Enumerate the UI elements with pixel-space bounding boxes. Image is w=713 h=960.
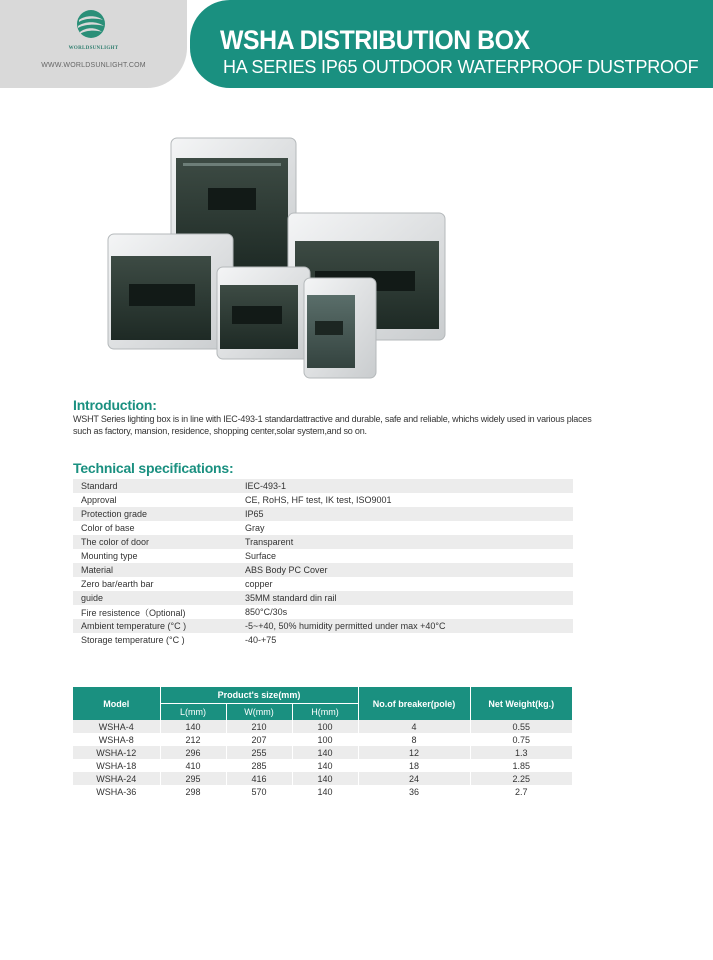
cell-h: 100 bbox=[292, 733, 358, 746]
header-weight: Net Weight(kg.) bbox=[470, 687, 572, 720]
website-url[interactable]: WWW.WORLDSUNLIGHT.COM bbox=[41, 62, 146, 69]
spec-row bbox=[73, 577, 573, 591]
spec-value: CE, RoHS, HF test, IK test, ISO9001 bbox=[245, 495, 392, 505]
spec-value: IP65 bbox=[245, 509, 264, 519]
header-h: H(mm) bbox=[292, 703, 358, 720]
cell-l: 296 bbox=[160, 746, 226, 759]
spec-label: Zero bar/earth bar bbox=[81, 579, 154, 589]
spec-label: Fire resistence（Optional) bbox=[81, 607, 186, 618]
cell-l: 140 bbox=[160, 720, 226, 733]
spec-label: Ambient temperature (°C ) bbox=[81, 621, 187, 631]
cell-breaker: 12 bbox=[358, 746, 470, 759]
cell-w: 210 bbox=[226, 720, 292, 733]
spec-row bbox=[73, 507, 573, 521]
spec-label: Storage temperature (°C ) bbox=[81, 635, 185, 645]
table-row bbox=[73, 720, 572, 733]
page-title: WSHA DISTRIBUTION BOX bbox=[220, 25, 530, 55]
cell-model: WSHA-8 bbox=[73, 733, 160, 746]
spec-label: Material bbox=[81, 565, 114, 575]
table-row bbox=[73, 772, 572, 785]
box-small bbox=[217, 267, 310, 359]
logo-icon bbox=[75, 7, 107, 43]
table-row bbox=[73, 785, 572, 798]
cell-w: 416 bbox=[226, 772, 292, 785]
logo-name: WORLDSUNLIGHT bbox=[68, 46, 119, 51]
spec-row bbox=[73, 605, 573, 619]
spec-value: Surface bbox=[245, 551, 277, 561]
cell-h: 140 bbox=[292, 746, 358, 759]
cell-breaker: 8 bbox=[358, 733, 470, 746]
spec-row bbox=[73, 493, 573, 507]
spec-row bbox=[73, 619, 573, 633]
page-subtitle: HA SERIES IP65 OUTDOOR WATERPROOF DUSTPROOF bbox=[223, 57, 699, 77]
spec-label: The color of door bbox=[81, 537, 150, 547]
cell-w: 285 bbox=[226, 759, 292, 772]
spec-row bbox=[73, 633, 573, 647]
spec-label: Mounting type bbox=[81, 551, 138, 561]
header-l: L(mm) bbox=[160, 703, 226, 720]
cell-h: 140 bbox=[292, 785, 358, 798]
cell-w: 255 bbox=[226, 746, 292, 759]
spec-row bbox=[73, 535, 573, 549]
table-row bbox=[73, 733, 572, 746]
spec-label: guide bbox=[81, 593, 104, 603]
cell-w: 207 bbox=[226, 733, 292, 746]
product-image bbox=[105, 135, 450, 380]
cell-weight: 0.55 bbox=[470, 720, 572, 733]
cell-l: 298 bbox=[160, 785, 226, 798]
cell-w: 570 bbox=[226, 785, 292, 798]
cell-weight: 1.3 bbox=[470, 746, 572, 759]
table-row bbox=[73, 759, 572, 772]
cell-h: 100 bbox=[292, 720, 358, 733]
spec-value: ABS Body PC Cover bbox=[245, 565, 328, 575]
cell-weight: 0.75 bbox=[470, 733, 572, 746]
introduction-heading: Introduction: bbox=[73, 397, 157, 413]
specs-heading: Technical specifications: bbox=[73, 460, 234, 476]
spec-value: IEC-493-1 bbox=[245, 481, 287, 491]
cell-weight: 2.25 bbox=[470, 772, 572, 785]
spec-value: -40-+75 bbox=[245, 635, 277, 645]
header-size-group: Product's size(mm) bbox=[160, 687, 358, 703]
cell-breaker: 18 bbox=[358, 759, 470, 772]
spec-value: 850°C/30s bbox=[245, 607, 288, 617]
spec-value: 35MM standard din rail bbox=[245, 593, 337, 603]
spec-label: Protection grade bbox=[81, 509, 148, 519]
spec-row bbox=[73, 591, 573, 605]
spec-value: copper bbox=[245, 579, 273, 589]
models-table bbox=[73, 687, 572, 798]
spec-label: Approval bbox=[81, 495, 117, 505]
cell-model: WSHA-12 bbox=[73, 746, 160, 759]
box-smallest bbox=[304, 278, 376, 378]
spec-row bbox=[73, 563, 573, 577]
cell-weight: 1.85 bbox=[470, 759, 572, 772]
box-left bbox=[108, 234, 233, 349]
cell-model: WSHA-18 bbox=[73, 759, 160, 772]
header-model: Model bbox=[73, 687, 160, 720]
spec-row bbox=[73, 479, 573, 493]
header-w: W(mm) bbox=[226, 703, 292, 720]
cell-h: 140 bbox=[292, 759, 358, 772]
spec-value: Gray bbox=[245, 523, 265, 533]
spec-label: Color of base bbox=[81, 523, 135, 533]
cell-breaker: 4 bbox=[358, 720, 470, 733]
spec-value: Transparent bbox=[245, 537, 294, 547]
spec-value: -5~+40, 50% humidity permitted under max +40°C bbox=[245, 621, 446, 631]
specs-table bbox=[73, 479, 573, 647]
title-band bbox=[190, 0, 713, 88]
cell-model: WSHA-4 bbox=[73, 720, 160, 733]
cell-model: WSHA-36 bbox=[73, 785, 160, 798]
cell-model: WSHA-24 bbox=[73, 772, 160, 785]
table-row bbox=[73, 746, 572, 759]
cell-breaker: 36 bbox=[358, 785, 470, 798]
spec-row bbox=[73, 549, 573, 563]
cell-weight: 2.7 bbox=[470, 785, 572, 798]
cell-breaker: 24 bbox=[358, 772, 470, 785]
logo-panel bbox=[0, 0, 187, 88]
spec-label: Standard bbox=[81, 481, 118, 491]
introduction-text: WSHT Series lighting box is in line with IEC-493-1 standardattractive and durable, safe and reliable, whichs widely used in various places such as factory, mansion, residence, shopping center,solar system,and so on. bbox=[73, 414, 592, 436]
spec-row bbox=[73, 521, 573, 535]
cell-l: 410 bbox=[160, 759, 226, 772]
cell-l: 212 bbox=[160, 733, 226, 746]
cell-h: 140 bbox=[292, 772, 358, 785]
header-breaker: No.of breaker(pole) bbox=[358, 687, 470, 720]
cell-l: 295 bbox=[160, 772, 226, 785]
